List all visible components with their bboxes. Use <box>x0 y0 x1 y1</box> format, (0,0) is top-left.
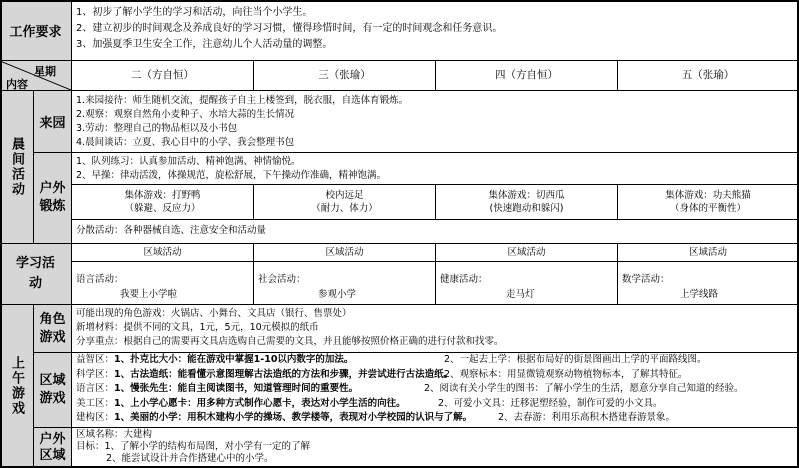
area-activity-text: 区域活动 <box>507 247 546 258</box>
outdoor-area-line: 2、能尝试设计并合作搭建心中的小学。 <box>106 453 274 464</box>
scattered-activity <box>72 220 799 244</box>
header-corner <box>0 61 72 91</box>
subject-fri <box>618 262 799 305</box>
area-name: 语言区： <box>76 383 115 394</box>
area-activity-tue <box>72 244 254 262</box>
work-requirement-item: 2、建立初步的时间观念及养成良好的学习习惯，懂得珍惜时间，有一定的时间观念和任务意识。 <box>76 23 503 34</box>
area-game-row <box>76 397 472 412</box>
area-item-number: 1、 <box>114 412 131 423</box>
morning-activities-label <box>0 91 34 244</box>
role-play-content <box>72 305 799 353</box>
subject-type: 社会活动： <box>258 274 306 285</box>
work-requirement-item: 3、加强夏季卫生安全工作，注意幼儿个人活动量的调整。 <box>76 39 333 50</box>
area-game-second: 2、一起去上学：根据布局好的街景图画出上学的平面路线图。 <box>444 354 707 365</box>
day-header-thu <box>436 61 618 91</box>
role-play-line: 可能出现的角色游戏：火锅店、小舞台、文具店（银行、售票处） <box>76 308 352 319</box>
area-activity-text: 区域活动 <box>688 247 727 258</box>
game-name: 集体游戏：切西瓜 <box>488 190 565 201</box>
study-activities-label <box>0 244 72 305</box>
day-header-tue <box>72 61 254 91</box>
morning-games-label <box>0 305 34 468</box>
arrival-content <box>72 91 799 153</box>
role-play-line: 新增材料：提供不同的文具，1元，5元，10元模拟的纸币 <box>76 322 319 333</box>
area-games-label <box>34 353 72 428</box>
area-name: 科学区： <box>76 368 115 380</box>
area-game-row <box>76 353 472 368</box>
outdoor-exercise-items <box>72 153 799 185</box>
arrival-label-text: 来园 <box>39 116 66 131</box>
area-game-second: 2、可爱小文具：迁移泥塑经验，制作可爱的小文具。 <box>438 397 663 409</box>
subject-title: 参观小学 <box>318 289 357 300</box>
outdoor-area-line: 目标：1、了解小学的结构布局图，对小学有一定的了解 <box>76 441 311 452</box>
area-item-head: 古法造纸： <box>130 368 178 380</box>
study-activities-label-text: 学习活动 <box>15 256 55 291</box>
arrival-item: 4.晨间谈话：立夏、我心目中的小学、我会整理书包 <box>76 137 295 148</box>
game-fri <box>618 185 799 220</box>
subject-title: 上学线路 <box>680 289 719 300</box>
outdoor-exercise-label-text: 户外锻炼 <box>39 181 66 214</box>
area-item-text: 能看懂示意图理解古法造纸的方法和步骤，并尝试进行古法造纸。 <box>177 368 454 380</box>
work-requirements-label <box>0 0 72 61</box>
work-requirements-label-text: 工作要求 <box>9 24 62 40</box>
area-game-second: 2、阅读有关小学生的图书：了解小学生的生活，愿意分享自己知道的经验。 <box>424 383 744 394</box>
area-game-second: 2、去春游：利用乐高积木搭建春游景象。 <box>498 412 676 423</box>
area-activity-text: 区域活动 <box>143 247 182 258</box>
area-item-head: 美丽的小学： <box>130 412 188 423</box>
area-activity-fri <box>618 244 799 262</box>
area-item-number: 1、 <box>114 354 131 365</box>
area-activity-thu <box>436 244 618 262</box>
outdoor-area-line: 区域名称：大建构 <box>76 429 153 440</box>
day-header-wed <box>254 61 436 91</box>
scattered-activity-text: 分散活动：各种器械自选、注意安全和活动量 <box>76 225 267 236</box>
day-header-text: 四（方自恒） <box>495 69 558 81</box>
outdoor-item: 2、早操：律动活泼，体操规范，旋松舒展，下午操动作准确，精神饱满。 <box>76 170 387 181</box>
game-name: 集体游戏：打野鸭 <box>124 190 201 201</box>
subject-thu <box>436 262 618 305</box>
area-item-text: 用多种方式制作心愿卡，表达对小学生活的向往。 <box>196 397 406 409</box>
day-header-text: 五（张瑜） <box>681 69 735 81</box>
role-play-label-text: 角色游戏 <box>39 311 66 345</box>
area-item-text: 用积木建构小学的操场、教学楼等，表现对小学校园的认识与了解。 <box>187 412 473 423</box>
area-games-content <box>72 353 799 428</box>
morning-activities-label-text: 晨间活动 <box>9 137 24 197</box>
game-name: 集体游戏：功夫熊猫 <box>665 190 751 201</box>
role-play-line: 分享重点：根据自己的需要再文具店选购自己需要的文具，并且能够按照价格正确的进行付款和找零。 <box>76 336 504 347</box>
day-header-text: 三（张瑜） <box>318 69 371 81</box>
area-activity-wed <box>254 244 436 262</box>
area-games-column-a <box>76 353 472 426</box>
game-goal: （躲避、反应力） <box>124 203 201 214</box>
subject-type: 数学活动： <box>622 274 670 285</box>
game-tue <box>72 185 254 220</box>
area-game-row <box>76 382 472 397</box>
game-goal: （耐力、体力） <box>311 203 378 214</box>
area-item-text: 能自主阅读图书，知道管理时间的重要性。 <box>177 383 359 394</box>
outdoor-area-label <box>34 428 72 468</box>
area-item-text: 能在游戏中掌握1-10以内数字的加法。 <box>187 354 354 365</box>
area-game-row <box>76 411 472 426</box>
subject-title: 走马灯 <box>506 289 535 300</box>
area-item-number: 1、 <box>114 383 131 394</box>
subject-title: 我要上小学啦 <box>120 289 178 300</box>
outdoor-exercise-label <box>34 153 72 244</box>
area-name: 建构区： <box>76 412 115 423</box>
outdoor-item: 1、队列练习：认真参加活动、精神饱满、神情愉悦。 <box>76 156 301 167</box>
day-header-text: 二（方自恒） <box>131 69 194 81</box>
game-goal: (快速跑动和躲闪) <box>489 203 564 214</box>
subject-tue <box>72 262 254 305</box>
game-wed <box>254 185 436 220</box>
area-games-label-text: 区域游戏 <box>39 373 66 406</box>
subject-wed <box>254 262 436 305</box>
subject-type: 语言活动： <box>76 274 124 285</box>
area-game-row <box>76 368 472 383</box>
corner-content-label: 内容 <box>6 78 28 91</box>
morning-games-label-text: 上午游戏 <box>9 356 24 416</box>
arrival-item: 3.劳动：整理自己的物品柜以及小书包 <box>76 123 238 134</box>
outdoor-area-label-text: 户外区域 <box>39 431 66 463</box>
area-game-second: 2、观察标本：用显微镜观察动物植物标本，了解其特征。 <box>444 368 688 380</box>
game-thu <box>436 185 618 220</box>
work-requirements-content <box>72 0 799 61</box>
area-name: 益智区： <box>76 354 115 365</box>
area-item-head: 上小学心愿卡： <box>130 397 197 409</box>
outdoor-area-content <box>72 428 799 468</box>
area-item-head: 慢张先生： <box>130 383 178 394</box>
corner-week-label: 星期 <box>34 65 56 78</box>
area-name: 美工区： <box>76 397 115 409</box>
day-header-fri <box>618 61 799 91</box>
area-item-number: 1、 <box>114 397 131 409</box>
arrival-item: 1.来园接待：师生随机交流，提醒孩子自主上楼签到，脱衣服，自选体育锻炼。 <box>76 95 409 106</box>
area-item-head: 扑克比大小： <box>130 354 188 365</box>
subject-type: 健康活动： <box>440 274 488 285</box>
arrival-label <box>34 91 72 153</box>
arrival-item: 2.观察：观察自然角小麦种子、水培大蒜的生长情况 <box>76 109 295 120</box>
work-requirement-item: 1、初步了解小学生的学习和活动，向往当个小学生。 <box>76 7 313 18</box>
game-goal: （身体的平衡性） <box>669 203 746 214</box>
game-name: 校内远足 <box>325 190 364 201</box>
area-activity-text: 区域活动 <box>325 247 364 258</box>
area-item-number: 1、 <box>114 368 131 380</box>
role-play-label <box>34 305 72 353</box>
